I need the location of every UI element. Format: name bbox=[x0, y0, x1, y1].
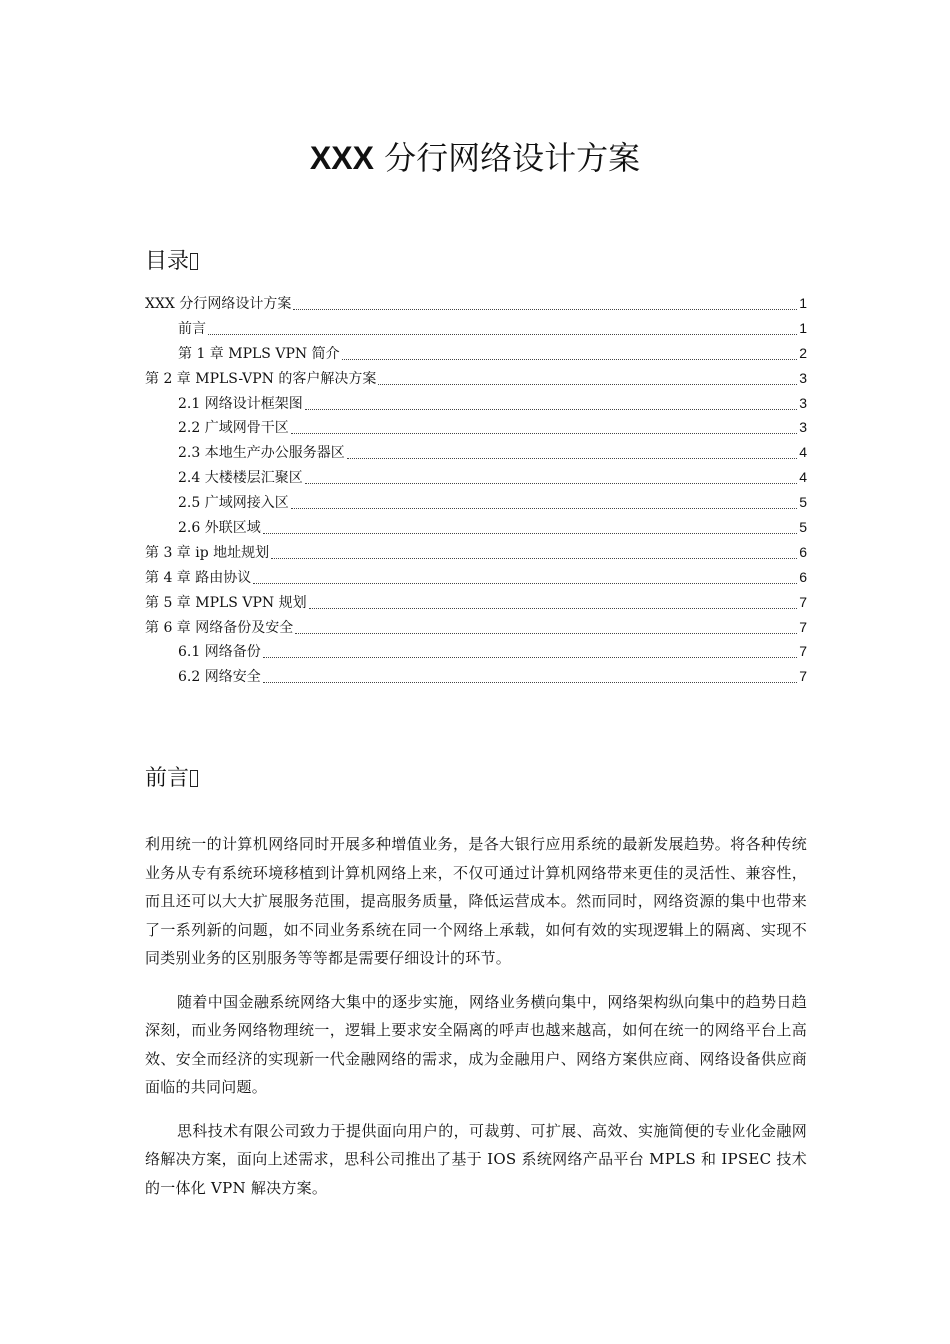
toc-entry[interactable] bbox=[145, 366, 807, 391]
toc-entry-text: 第 1 章 MPLS VPN 简介 bbox=[178, 345, 340, 362]
toc-page-number: 5 bbox=[799, 519, 807, 536]
toc-entry-text: 第 5 章 MPLS VPN 规划 bbox=[145, 594, 307, 611]
toc-leader-dots bbox=[253, 583, 797, 584]
toc-entry-text: 2.6 外联区域 bbox=[178, 520, 261, 537]
title-latin: XXX bbox=[309, 140, 374, 176]
toc-entry-text: XXX 分行网络设计方案 bbox=[145, 296, 292, 312]
toc-entry-text: 2.5 广域网接入区 bbox=[178, 495, 289, 512]
toc-leader-dots bbox=[263, 682, 797, 683]
toc-page-number: 1 bbox=[799, 319, 807, 336]
toc-leader-dots bbox=[291, 508, 797, 509]
toc-entry-text: 2.2 广域网骨干区 bbox=[178, 420, 289, 437]
toc-entry[interactable] bbox=[145, 639, 807, 664]
toc-entry[interactable] bbox=[145, 515, 807, 540]
toc-heading: 目录 bbox=[145, 247, 198, 277]
toc-page-number: 6 bbox=[799, 543, 807, 560]
toc-leader-dots bbox=[271, 558, 797, 559]
toc-entry-text: 2.1 网络设计框架图 bbox=[178, 395, 303, 412]
title-cjk: 分行网络设计方案 bbox=[373, 139, 641, 177]
toc-entry[interactable] bbox=[145, 391, 807, 416]
toc-leader-dots bbox=[295, 633, 797, 634]
toc-leader-dots bbox=[291, 433, 797, 434]
toc-entry-text: 第 4 章 路由协议 bbox=[145, 569, 252, 586]
toc-page-number: 3 bbox=[799, 394, 807, 411]
toc-page-number: 2 bbox=[799, 344, 807, 361]
toc-entry[interactable] bbox=[145, 490, 807, 515]
toc-page-number: 6 bbox=[799, 568, 807, 585]
toc-page-number: 4 bbox=[799, 444, 807, 461]
paragraph-2: 随着中国金融系统网络大集中的逐步实施，网络业务横向集中，网络架构纵向集中的趋势日趋深刻，而业务网络物理统一，逻辑上要求安全隔离的呼声也越来越高，如何在统一的网络平台上高效、安全而经济的实现新一代金融网络的需求，成为金融用户、网络方案供应商、网络设备供应商面临的共同问题。 bbox=[145, 992, 807, 1096]
toc-entry-text: 前言 bbox=[178, 320, 206, 337]
toc-leader-dots bbox=[263, 533, 797, 534]
missing-glyph-icon bbox=[190, 253, 198, 270]
toc-entry[interactable] bbox=[145, 664, 807, 689]
toc-page-number: 7 bbox=[799, 618, 807, 635]
toc-leader-dots bbox=[293, 309, 797, 310]
paragraph-3: 思科技术有限公司致力于提供面向用户的，可裁剪、可扩展、高效、实施简便的专业化金融网络解决方案，面向上述需求，思科公司推出了基于 IOS 系统网络产品平台 MPLS 和 IPSEC 技术的一体化 VPN 解决方案。 bbox=[145, 1121, 807, 1197]
table-of-contents bbox=[145, 291, 807, 689]
toc-page-number: 3 bbox=[799, 419, 807, 436]
toc-page-number: 5 bbox=[799, 494, 807, 511]
toc-entry[interactable] bbox=[145, 415, 807, 440]
toc-leader-dots bbox=[305, 483, 797, 484]
toc-entry[interactable] bbox=[145, 440, 807, 465]
toc-leader-dots bbox=[305, 409, 797, 410]
toc-entry-text: 2.4 大楼楼层汇聚区 bbox=[178, 470, 303, 487]
toc-page-number: 1 bbox=[799, 295, 807, 311]
toc-entry-text: 第 2 章 MPLS-VPN 的客户解决方案 bbox=[145, 370, 377, 387]
preface-body bbox=[145, 830, 807, 1217]
paragraph-1: 利用统一的计算机网络同时开展多种增值业务，是各大银行应用系统的最新发展趋势。将各种传统业务从专有系统环境移植到计算机网络上来，不仅可通过计算机网络带来更佳的灵活性、兼容性，而且还可以大大扩展服务范围，提高服务质量，降低运营成本。然而同时，网络资源的集中也带来了一系列新的问题，如不同业务系统在同一个网络上承载，如何有效的实现逻辑上的隔离、实现不同类别业务的区别服务等等都是需要仔细设计的环节。 bbox=[145, 835, 807, 967]
toc-entry[interactable] bbox=[145, 316, 807, 341]
toc-leader-dots bbox=[309, 608, 798, 609]
toc-entry[interactable] bbox=[145, 590, 807, 615]
toc-entry-text: 第 6 章 网络备份及安全 bbox=[145, 619, 294, 636]
toc-entry[interactable] bbox=[145, 291, 807, 316]
toc-entry[interactable] bbox=[145, 341, 807, 366]
toc-entry-text: 6.1 网络备份 bbox=[178, 644, 261, 661]
toc-page-number: 7 bbox=[799, 668, 807, 685]
toc-leader-dots bbox=[263, 657, 797, 658]
toc-page-number: 7 bbox=[799, 643, 807, 660]
toc-entry-text: 第 3 章 ip 地址规划 bbox=[145, 544, 270, 561]
toc-page-number: 7 bbox=[799, 593, 807, 610]
toc-page-number: 4 bbox=[799, 469, 807, 486]
toc-entry[interactable] bbox=[145, 540, 807, 565]
toc-leader-dots bbox=[347, 458, 797, 459]
toc-entry-text: 2.3 本地生产办公服务器区 bbox=[178, 445, 345, 462]
toc-leader-dots bbox=[342, 359, 798, 360]
toc-entry[interactable] bbox=[145, 615, 807, 640]
toc-leader-dots bbox=[378, 384, 797, 385]
missing-glyph-icon bbox=[190, 770, 198, 787]
preface-heading: 前言 bbox=[145, 764, 198, 794]
toc-page-number: 3 bbox=[799, 369, 807, 386]
document-title bbox=[0, 136, 950, 180]
toc-leader-dots bbox=[208, 334, 797, 335]
toc-entry[interactable] bbox=[145, 465, 807, 490]
toc-entry[interactable] bbox=[145, 565, 807, 590]
toc-entry-text: 6.2 网络安全 bbox=[178, 669, 261, 686]
